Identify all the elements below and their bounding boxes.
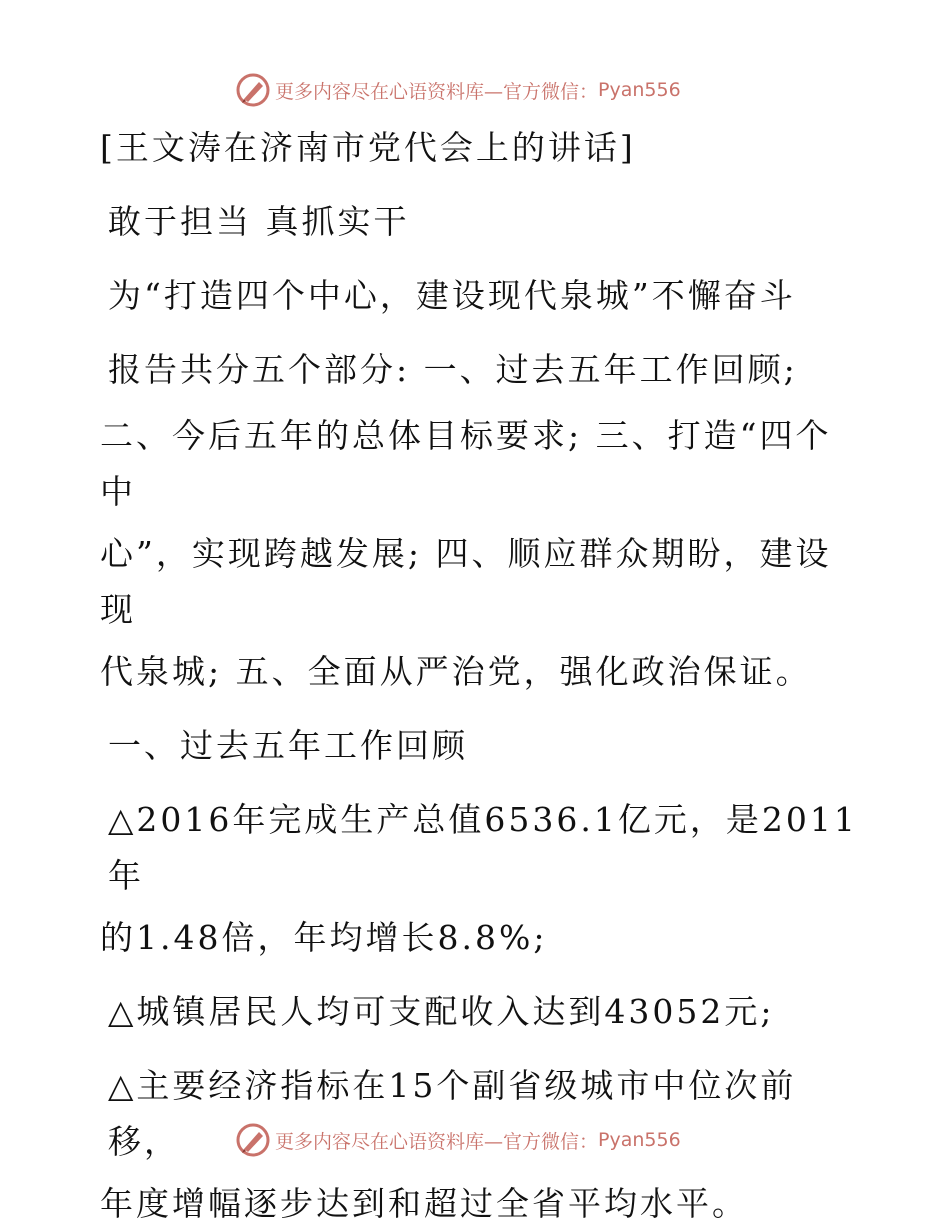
watermark-text: 更多内容尽在心语资料库—官方微信：	[275, 80, 599, 103]
header-watermark	[235, 70, 681, 110]
report-overview-line-3: 心”，实现跨越发展; 四、顺应群众期盼，建设现	[100, 534, 832, 629]
watermark-account: Pyan556	[598, 79, 681, 101]
bullet-indicators-line-1: △主要经济指标在15个副省级城市中位次前移，	[108, 1066, 797, 1161]
pen-logo-icon	[235, 1122, 271, 1158]
pen-logo-icon	[235, 72, 271, 108]
footer-watermark	[235, 1120, 681, 1160]
bullet-gdp-line-1: △2016年完成生产总值6536.1亿元，是2011年	[108, 800, 858, 895]
section-heading-1: 一、过去五年工作回顾	[108, 726, 468, 765]
doc-title: [王文涛在济南市党代会上的讲话]	[100, 128, 636, 167]
report-overview-line-1: 报告共分五个部分: 一、过去五年工作回顾;	[108, 350, 798, 389]
doc-subheadline: 为“打造四个中心，建设现代泉城”不懈奋斗	[108, 276, 796, 315]
report-overview-line-2: 二、今后五年的总体目标要求; 三、打造“四个中	[100, 416, 832, 511]
document-body	[100, 120, 860, 1232]
doc-headline: 敢于担当 真抓实干	[108, 202, 410, 241]
report-overview-line-4: 代泉城; 五、全面从严治党，强化政治保证。	[100, 652, 812, 691]
bullet-indicators-line-2: 年度增幅逐步达到和超过全省平均水平。	[100, 1184, 748, 1223]
bullet-income: △城镇居民人均可支配收入达到43052元;	[108, 992, 775, 1031]
watermark-text: 更多内容尽在心语资料库—官方微信：	[275, 1130, 599, 1153]
watermark-account: Pyan556	[598, 1129, 681, 1151]
bullet-gdp-line-2: 的1.48倍，年均增长8.8%;	[100, 918, 548, 957]
